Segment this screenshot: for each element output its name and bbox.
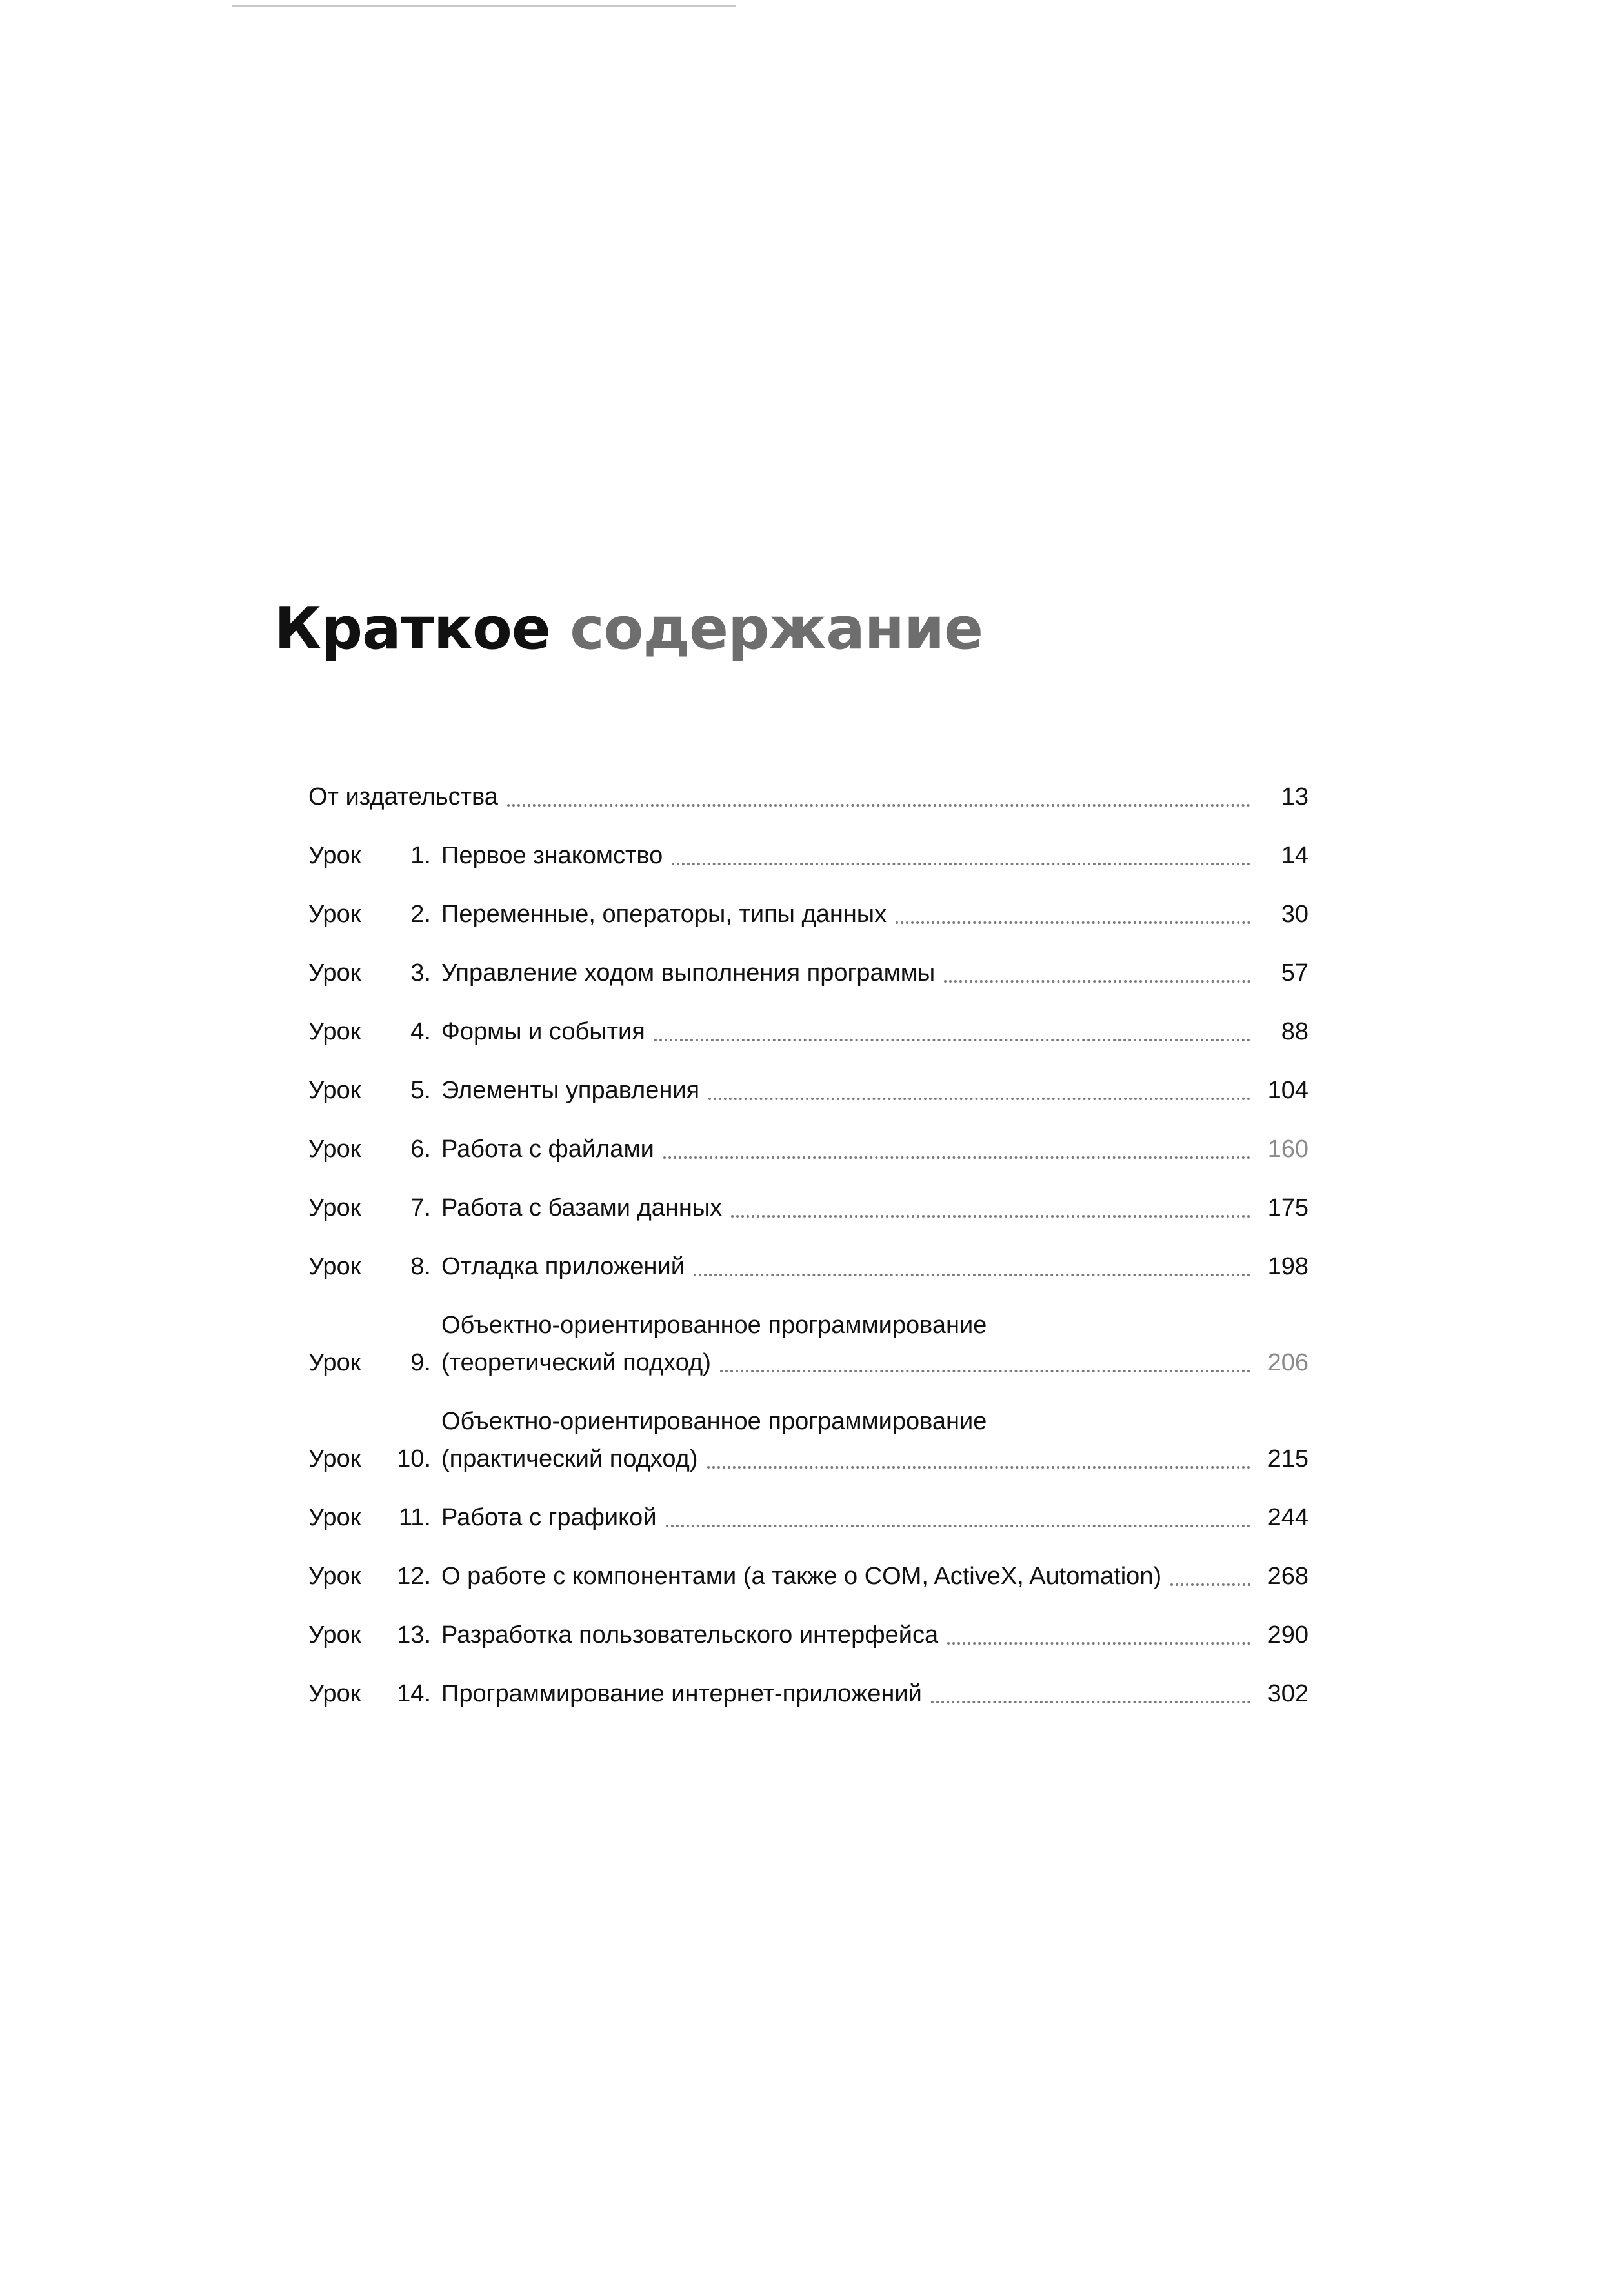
toc-page-number: 302 xyxy=(1267,1680,1308,1707)
lesson-title-last-line xyxy=(441,1500,1308,1535)
lesson-title-last-line xyxy=(441,838,1308,873)
lesson-title-line: Объектно-ориентированное программирование xyxy=(441,1312,987,1339)
lesson-title-block xyxy=(441,1014,1308,1049)
dot-leader xyxy=(694,1274,1250,1276)
lesson-title-block xyxy=(441,956,1308,990)
lesson-title-block xyxy=(441,1249,1308,1284)
lesson-title: (практический подход) xyxy=(441,1445,698,1472)
toc-entry-lesson-3[interactable] xyxy=(308,956,1308,990)
toc-entry-lesson-9[interactable] xyxy=(308,1308,1308,1380)
toc-page-number: 57 xyxy=(1281,959,1308,987)
lesson-label: Урок xyxy=(308,959,361,987)
dot-leader xyxy=(707,1466,1251,1469)
lesson-title-last-line xyxy=(441,1132,1308,1167)
lesson-title-block xyxy=(441,1308,1308,1380)
lesson-label: Урок xyxy=(308,1563,361,1590)
toc-entry-lesson-7[interactable] xyxy=(308,1190,1308,1225)
toc-entry-text: От издательства xyxy=(308,783,498,810)
lesson-list xyxy=(308,838,1308,1711)
toc-page-number: 88 xyxy=(1281,1018,1308,1045)
toc-entry-lesson-4[interactable] xyxy=(308,1014,1308,1049)
lesson-title: Работа с базами данных xyxy=(441,1194,723,1221)
lesson-title-last-line xyxy=(441,1014,1308,1049)
toc-page-number: 244 xyxy=(1267,1504,1308,1531)
lesson-title-last-line xyxy=(441,956,1308,990)
lesson-label: Урок xyxy=(308,1680,361,1707)
toc-entry-lesson-10[interactable] xyxy=(308,1404,1308,1476)
lesson-number: 5. xyxy=(410,1077,431,1104)
toc-page-number: 160 xyxy=(1267,1136,1308,1163)
lesson-title-last-line xyxy=(441,1249,1308,1284)
lesson-label: Урок xyxy=(308,1253,361,1280)
lesson-number: 8. xyxy=(410,1253,431,1280)
lesson-title: Работа с файлами xyxy=(441,1136,654,1163)
lesson-title-block xyxy=(441,1618,1308,1652)
lesson-title: Разработка пользовательского интерфейса xyxy=(441,1621,939,1649)
toc-entry-lesson-14[interactable] xyxy=(308,1676,1308,1711)
lesson-title-last-line xyxy=(441,1676,1308,1711)
dot-leader xyxy=(896,921,1250,924)
toc-page-number: 14 xyxy=(1281,842,1308,869)
lesson-label: Урок xyxy=(308,842,361,869)
lesson-title-line: Объектно-ориентированное программирование xyxy=(441,1408,987,1435)
toc-entry-lesson-6[interactable] xyxy=(308,1132,1308,1167)
table-of-contents xyxy=(308,779,1308,1735)
lesson-title: Отладка приложений xyxy=(441,1253,685,1280)
lesson-title-last-line xyxy=(441,1559,1308,1594)
lesson-number: 14. xyxy=(397,1680,431,1707)
lesson-title: О работе с компонентами (а также о COM, ActiveX, Automation) xyxy=(441,1563,1162,1590)
toc-entry-lesson-5[interactable] xyxy=(308,1073,1308,1108)
lesson-title: Управление ходом выполнения программы xyxy=(441,959,936,987)
lesson-title-last-line xyxy=(441,1345,1308,1380)
dot-leader xyxy=(663,1156,1250,1159)
lesson-title-block xyxy=(441,897,1308,932)
lesson-number: 10. xyxy=(397,1445,431,1472)
dot-leader xyxy=(947,1642,1250,1645)
lesson-number: 6. xyxy=(410,1136,431,1163)
top-rule xyxy=(232,5,736,7)
toc-entry-lesson-2[interactable] xyxy=(308,897,1308,932)
page-title-word2: содержание xyxy=(570,595,983,663)
lesson-title-block xyxy=(441,838,1308,873)
lesson-label: Урок xyxy=(308,1504,361,1531)
lesson-title-block xyxy=(441,1559,1308,1594)
toc-page-number: 215 xyxy=(1267,1445,1308,1472)
lesson-title-block xyxy=(441,1190,1308,1225)
lesson-number: 11. xyxy=(398,1504,431,1531)
toc-entry-lesson-12[interactable] xyxy=(308,1559,1308,1594)
lesson-title: Формы и события xyxy=(441,1018,645,1045)
lesson-title: Переменные, операторы, типы данных xyxy=(441,901,887,928)
lesson-title-last-line xyxy=(441,897,1308,932)
dot-leader xyxy=(654,1039,1250,1041)
lesson-number: 3. xyxy=(410,959,431,987)
dot-leader xyxy=(720,1370,1250,1372)
lesson-title-block xyxy=(441,1500,1308,1535)
lesson-label: Урок xyxy=(308,1349,361,1376)
lesson-title-last-line xyxy=(441,1618,1308,1652)
toc-entry-lesson-1[interactable] xyxy=(308,838,1308,873)
lesson-title: Первое знакомство xyxy=(441,842,663,869)
dot-leader xyxy=(731,1215,1250,1218)
lesson-number: 2. xyxy=(410,901,431,928)
dot-leader xyxy=(666,1525,1250,1527)
toc-page-number: 175 xyxy=(1267,1194,1308,1221)
dot-leader xyxy=(507,804,1250,807)
toc-page-number: 13 xyxy=(1281,783,1308,810)
lesson-number: 1. xyxy=(410,842,431,869)
lesson-title-block xyxy=(441,1132,1308,1167)
dot-leader xyxy=(944,980,1250,983)
page-title xyxy=(274,595,983,663)
lesson-label: Урок xyxy=(308,1621,361,1649)
lesson-label: Урок xyxy=(308,1077,361,1104)
toc-entry-publisher[interactable] xyxy=(308,779,1308,814)
lesson-title-block xyxy=(441,1404,1308,1476)
dot-leader xyxy=(672,863,1250,865)
lesson-title-block xyxy=(441,1073,1308,1108)
lesson-title-last-line xyxy=(441,1190,1308,1225)
dot-leader xyxy=(708,1098,1250,1100)
dot-leader xyxy=(931,1701,1250,1703)
toc-page-number: 206 xyxy=(1267,1349,1308,1376)
lesson-title-last-line xyxy=(441,1441,1308,1476)
lesson-title: (теоретический подход) xyxy=(441,1349,711,1376)
lesson-title: Программирование интернет-приложений xyxy=(441,1680,922,1707)
toc-page-number: 104 xyxy=(1267,1077,1308,1104)
lesson-title-last-line xyxy=(441,1073,1308,1108)
lesson-number: 9. xyxy=(410,1349,431,1376)
lesson-title: Работа с графикой xyxy=(441,1504,657,1531)
lesson-label: Урок xyxy=(308,1136,361,1163)
lesson-label: Урок xyxy=(308,1194,361,1221)
lesson-title: Элементы управления xyxy=(441,1077,700,1104)
toc-entry-lesson-11[interactable] xyxy=(308,1500,1308,1535)
lesson-number: 4. xyxy=(410,1018,431,1045)
toc-page-number: 290 xyxy=(1267,1621,1308,1649)
lesson-label: Урок xyxy=(308,1018,361,1045)
lesson-number: 13. xyxy=(397,1621,431,1649)
lesson-number: 7. xyxy=(410,1194,431,1221)
lesson-number: 12. xyxy=(397,1563,431,1590)
toc-entry-lesson-8[interactable] xyxy=(308,1249,1308,1284)
toc-entry-lesson-13[interactable] xyxy=(308,1618,1308,1652)
dot-leader xyxy=(1170,1583,1250,1586)
lesson-title-block xyxy=(441,1676,1308,1711)
toc-page-number: 268 xyxy=(1267,1563,1308,1590)
lesson-label: Урок xyxy=(308,901,361,928)
page-title-word1: Краткое xyxy=(274,595,550,663)
toc-page-number: 30 xyxy=(1281,901,1308,928)
toc-page-number: 198 xyxy=(1267,1253,1308,1280)
lesson-label: Урок xyxy=(308,1445,361,1472)
